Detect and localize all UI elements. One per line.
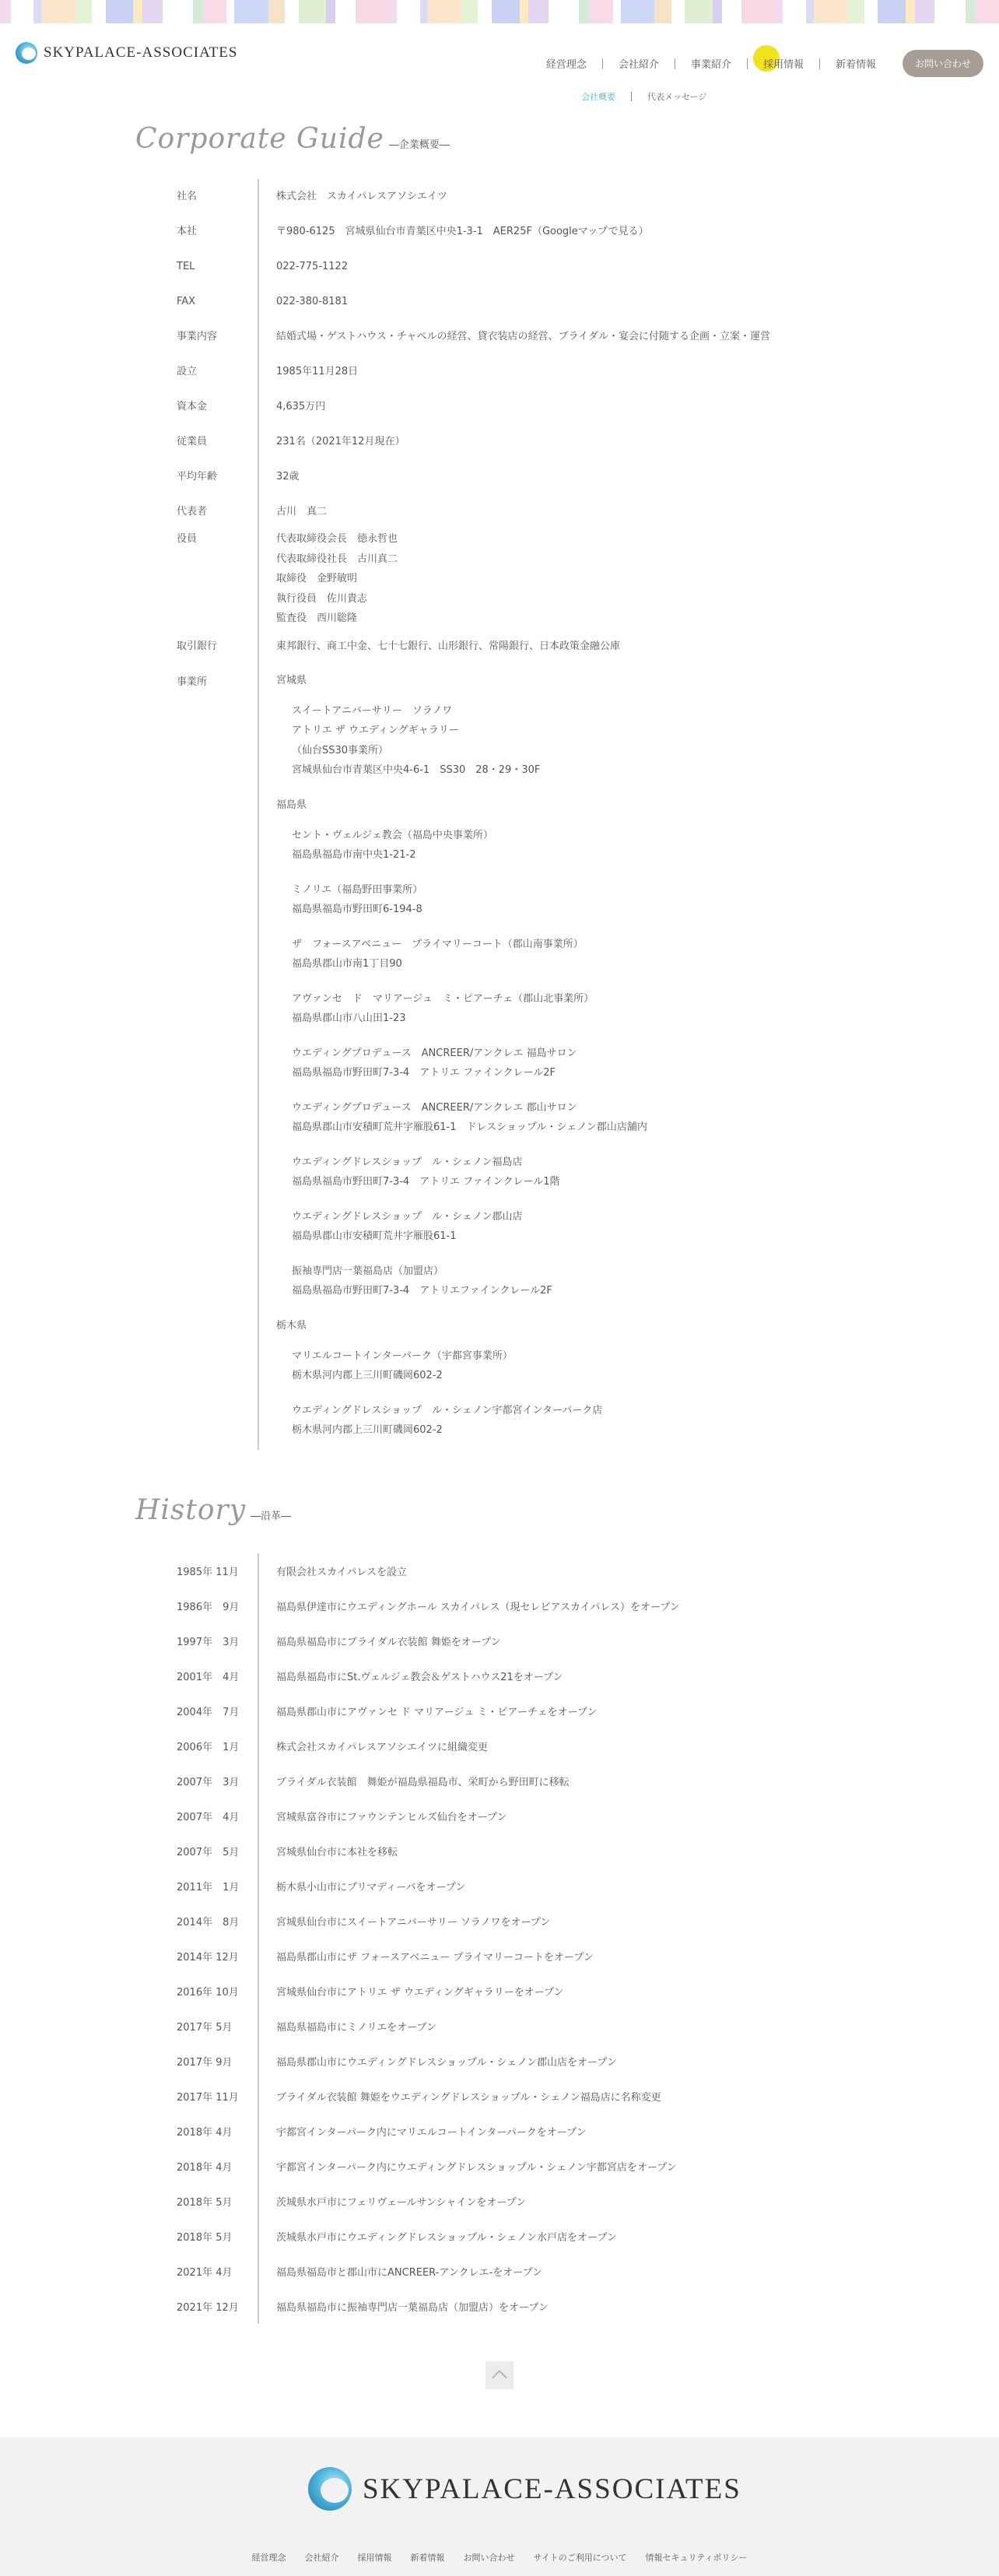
history-script-title: History bbox=[135, 1494, 247, 1526]
officer-line: 代表取締役社長 古川真二 bbox=[276, 553, 398, 565]
history-date: 2014年 8月 bbox=[177, 1917, 240, 1928]
history-event: 栃木県小山市にプリマディーバをオープン bbox=[258, 1869, 842, 1904]
nav-company[interactable]: 会社紹介 bbox=[618, 59, 659, 71]
info-row bbox=[173, 459, 842, 494]
footer-link[interactable]: 採用情報 bbox=[357, 2553, 392, 2563]
office-entry bbox=[292, 935, 842, 974]
stripe-segment bbox=[335, 0, 356, 23]
stripe-segment bbox=[11, 0, 34, 23]
history-date: 2021年 12月 bbox=[177, 2302, 239, 2314]
history-date: 1985年 11月 bbox=[177, 1567, 239, 1578]
history-date: 2018年 5月 bbox=[177, 2232, 233, 2244]
stripe-segment bbox=[878, 0, 905, 23]
info-label: 平均年齢 bbox=[177, 471, 218, 483]
history-event: 茨城県水戸市にフェリヴェールサンシャインをオープン bbox=[258, 2184, 842, 2219]
office-line: 宮城県仙台市青葉区中央4-6-1 SS30 28・29・30F bbox=[292, 764, 541, 776]
info-row bbox=[173, 494, 842, 529]
footer-link[interactable]: お問い合わせ bbox=[463, 2553, 515, 2563]
officer-line: 監査役 西川聡隆 bbox=[276, 612, 358, 624]
history-table bbox=[173, 1553, 842, 2324]
info-row bbox=[173, 284, 842, 319]
info-label: 社名 bbox=[177, 191, 198, 202]
officer-line: 取締役 金野敏明 bbox=[276, 573, 358, 584]
stripe-segment bbox=[0, 0, 11, 23]
history-row bbox=[173, 2009, 842, 2044]
info-row bbox=[173, 179, 842, 214]
stripe-segment bbox=[461, 0, 478, 23]
history-event: 福島県福島市にブライダル衣装館 舞姫をオープン bbox=[258, 1623, 842, 1658]
history-date: 2018年 5月 bbox=[177, 2197, 233, 2209]
stripe-segment bbox=[528, 0, 549, 23]
stripe-segment bbox=[722, 0, 742, 23]
history-date: 2006年 1月 bbox=[177, 1742, 240, 1753]
info-row bbox=[173, 529, 842, 629]
stripe-segment bbox=[934, 0, 965, 23]
info-value-offices bbox=[258, 664, 842, 1450]
stripe-segment bbox=[204, 0, 227, 23]
nav-business[interactable]: 事業紹介 bbox=[690, 59, 731, 71]
footer-link[interactable]: 情報セキュリティポリシー bbox=[645, 2553, 748, 2563]
nav-news[interactable]: 新着情報 bbox=[835, 59, 876, 71]
history-event: 株式会社スカイパレスアソシエイツに組織変更 bbox=[258, 1728, 842, 1764]
info-value-officers bbox=[258, 529, 842, 629]
info-row bbox=[173, 664, 842, 1450]
history-event: 宮城県仙台市にスイートアニバーサリー ソラノワをオープン bbox=[258, 1904, 842, 1939]
stripe-segment bbox=[590, 0, 613, 23]
history-row bbox=[173, 2254, 842, 2289]
history-date: 2014年 12月 bbox=[177, 1952, 239, 1964]
history-row bbox=[173, 2184, 842, 2219]
office-entry bbox=[292, 701, 842, 781]
info-value: 1985年11月28日 bbox=[258, 354, 842, 389]
office-line: マリエルコートインターパーク（宇都宮事業所） bbox=[292, 1349, 513, 1362]
footer-logo-text: SKYPALACE-ASSOCIATES bbox=[363, 2472, 741, 2505]
stripe-segment bbox=[806, 0, 814, 23]
stripe-segment bbox=[847, 0, 864, 23]
officer-line: 執行役員 佐川貴志 bbox=[276, 592, 368, 605]
logo-mark-icon bbox=[308, 2464, 355, 2514]
stripe-segment bbox=[234, 0, 268, 23]
stripe-segment bbox=[671, 0, 685, 23]
decorative-stripe bbox=[0, 0, 999, 23]
history-date: 2018年 4月 bbox=[177, 2162, 233, 2174]
stripe-segment bbox=[713, 0, 722, 23]
history-event: 福島県伊達市にウエディングホール スカイパレス（現セレビアスカイパレス）をオープン bbox=[258, 1588, 842, 1623]
site-footer bbox=[0, 2437, 999, 2576]
office-line: アヴァンセ ド マリアージュ ミ・ピアーチェ（郡山北事業所） bbox=[292, 992, 594, 1005]
office-line: （仙台SS30事業所） bbox=[292, 744, 389, 756]
stripe-segment bbox=[773, 0, 783, 23]
history-event: 有限会社スカイパレスを設立 bbox=[258, 1553, 842, 1588]
history-date: 2007年 3月 bbox=[177, 1777, 240, 1788]
history-row bbox=[173, 2114, 842, 2149]
stripe-segment bbox=[549, 0, 579, 23]
prefecture-label: 宮城県 bbox=[276, 674, 307, 686]
office-entry bbox=[292, 1401, 842, 1441]
corporate-title bbox=[135, 123, 450, 155]
office-line: 福島県郡山市安積町荒井字雁股61-1 ドレスショップル・シェノン郡山店舗内 bbox=[292, 1121, 647, 1133]
info-label: TEL bbox=[177, 261, 195, 272]
stripe-segment bbox=[685, 0, 712, 23]
history-row bbox=[173, 2289, 842, 2324]
info-row bbox=[173, 389, 842, 424]
stripe-segment bbox=[326, 0, 335, 23]
office-line: ザ フォースアベニュー プライマリーコート（郡山南事業所） bbox=[292, 938, 584, 950]
info-label: 代表者 bbox=[177, 506, 208, 518]
history-date: 2011年 1月 bbox=[177, 1882, 240, 1893]
history-date: 1997年 3月 bbox=[177, 1637, 240, 1648]
office-line: 福島県郡山市南1丁目90 bbox=[292, 958, 402, 970]
info-value: 4,635万円 bbox=[258, 389, 842, 424]
history-row bbox=[173, 1869, 842, 1904]
history-event: 福島県福島市に振袖専門店一葉福島店（加盟店）をオープン bbox=[258, 2289, 842, 2324]
info-value: 古川 真二 bbox=[258, 494, 842, 529]
history-date: 2021年 4月 bbox=[177, 2267, 233, 2279]
stripe-segment bbox=[427, 0, 461, 23]
info-label: 役員 bbox=[177, 533, 198, 545]
history-date: 2007年 5月 bbox=[177, 1847, 240, 1858]
corporate-jp-title: ―企業概要― bbox=[388, 139, 450, 151]
footer-link[interactable]: サイトのご利用について bbox=[533, 2553, 627, 2563]
stripe-segment bbox=[299, 0, 326, 23]
history-event: 福島県福島市と郡山市にANCREER-アンクレエ-をオープン bbox=[258, 2254, 842, 2289]
info-value: 結婚式場・ゲストハウス・チャペルの経営、貸衣装店の経営、ブライダル・宴会に付随する企画・立案・運営 bbox=[258, 319, 842, 354]
logo-text: SKYPALACE-ASSOCIATES bbox=[44, 44, 238, 61]
info-label: 本社 bbox=[177, 226, 198, 237]
stripe-segment bbox=[268, 0, 286, 23]
stripe-segment bbox=[864, 0, 878, 23]
history-event: 宮城県仙台市にアトリエ ザ ウエディングギャラリーをオープン bbox=[258, 1974, 842, 2009]
site-header bbox=[0, 23, 999, 89]
history-event: 宇都宮インターパーク内にウエディングドレスショップル・シェノン宇都宮店をオープン bbox=[258, 2149, 842, 2184]
office-line: 福島県郡山市八山田1-23 bbox=[292, 1013, 406, 1024]
stripe-segment bbox=[741, 0, 772, 23]
office-line: アトリエ ザ ウエディングギャラリー bbox=[292, 725, 459, 736]
info-value: 231名（2021年12月現在） bbox=[258, 424, 842, 459]
stripe-segment bbox=[41, 0, 75, 23]
history-event: ブライダル衣装館 舞姫が福島県福島市、栄町から野田町に移転 bbox=[258, 1764, 842, 1799]
office-entry bbox=[292, 1153, 842, 1192]
info-row bbox=[173, 424, 842, 459]
info-value: 32歳 bbox=[258, 459, 842, 494]
logo-mark-icon bbox=[16, 40, 39, 65]
stripe-segment bbox=[92, 0, 106, 23]
stripe-segment bbox=[906, 0, 915, 23]
footer-link[interactable]: 会社紹介 bbox=[304, 2553, 339, 2563]
history-row bbox=[173, 2044, 842, 2079]
office-entry bbox=[292, 1044, 842, 1083]
stripe-segment bbox=[397, 0, 420, 23]
office-entry bbox=[292, 1262, 842, 1301]
office-line: ミノリエ（福島野田事業所） bbox=[292, 883, 423, 896]
subnav-divider bbox=[631, 92, 632, 101]
history-date: 1986年 9月 bbox=[177, 1602, 240, 1613]
stripe-segment bbox=[915, 0, 935, 23]
nav-philosophy[interactable]: 経営理念 bbox=[545, 59, 587, 71]
stripe-segment bbox=[142, 0, 163, 23]
office-line: 福島県福島市野田町7-3-4 アトリエファインクレール2F bbox=[292, 1285, 552, 1297]
stripe-segment bbox=[783, 0, 806, 23]
info-label: 資本金 bbox=[177, 401, 208, 412]
history-date: 2017年 5月 bbox=[177, 2022, 233, 2034]
stripe-segment bbox=[285, 0, 299, 23]
stripe-segment bbox=[520, 0, 529, 23]
office-line: 栃木県河内郡上三川町磯岡602-2 bbox=[292, 1370, 443, 1381]
stripe-segment bbox=[420, 0, 428, 23]
info-label: FAX bbox=[177, 296, 196, 307]
office-entry bbox=[292, 989, 842, 1029]
history-row bbox=[173, 1799, 842, 1834]
office-line: 福島県郡山市安積町荒井字雁股61-1 bbox=[292, 1230, 457, 1242]
stripe-segment bbox=[75, 0, 93, 23]
history-row bbox=[173, 1939, 842, 1974]
office-entry bbox=[292, 1207, 842, 1247]
stripe-segment bbox=[133, 0, 142, 23]
history-event: 福島県福島市にSt.ヴェルジェ教会＆ゲストハウス21をオープン bbox=[258, 1658, 842, 1693]
history-event: 福島県郡山市にザ フォースアベニュー プライマリーコートをオープン bbox=[258, 1939, 842, 1974]
office-line: スイートアニバーサリー ソラノワ bbox=[292, 704, 453, 717]
footer-link[interactable]: 経営理念 bbox=[251, 2553, 286, 2563]
history-row bbox=[173, 1728, 842, 1764]
stripe-segment bbox=[613, 0, 621, 23]
info-value[interactable]: 〒980-6125 宮城県仙台市青葉区中央1-3-1 AER25F（Googleマップで見る） bbox=[258, 214, 842, 249]
history-date: 2017年 11月 bbox=[177, 2092, 239, 2104]
info-row bbox=[173, 319, 842, 354]
office-entry bbox=[292, 1346, 842, 1386]
stripe-segment bbox=[492, 0, 519, 23]
info-label: 従業員 bbox=[177, 436, 208, 447]
footer-logo[interactable] bbox=[308, 2464, 741, 2514]
footer-link[interactable]: 新着情報 bbox=[410, 2553, 445, 2563]
history-row bbox=[173, 1904, 842, 1939]
history-date: 2017年 9月 bbox=[177, 2057, 233, 2069]
stripe-segment bbox=[106, 0, 133, 23]
prefecture-label: 栃木県 bbox=[276, 1319, 307, 1332]
stripe-segment bbox=[966, 0, 976, 23]
history-row bbox=[173, 1553, 842, 1588]
stripe-segment bbox=[33, 0, 41, 23]
info-label: 設立 bbox=[177, 366, 198, 377]
info-label: 事業内容 bbox=[177, 331, 218, 342]
office-line: 振袖専門店一葉福島店（加盟店） bbox=[292, 1265, 444, 1277]
history-title bbox=[135, 1494, 291, 1526]
office-line: 栃木県河内郡上三川町磯岡602-2 bbox=[292, 1424, 443, 1436]
global-nav bbox=[531, 50, 983, 77]
back-to-top-button[interactable] bbox=[485, 2361, 514, 2389]
history-date: 2018年 4月 bbox=[177, 2127, 233, 2139]
info-row bbox=[173, 629, 842, 664]
history-row bbox=[173, 2149, 842, 2184]
nav-recruit[interactable]: 採用情報 bbox=[762, 59, 804, 71]
office-line: セント・ヴェルジェ教会（福島中央事業所） bbox=[292, 829, 493, 841]
history-row bbox=[173, 1658, 842, 1693]
stripe-segment bbox=[386, 0, 397, 23]
history-event: 宮城県富谷市にファウンテンヒルズ仙台をオープン bbox=[258, 1799, 842, 1834]
stripe-segment bbox=[654, 0, 671, 23]
office-line: ウエディングドレスショップ ル・シェノン福島店 bbox=[292, 1156, 523, 1168]
nav-recruit-wrap[interactable] bbox=[748, 56, 819, 71]
prefecture-label: 福島県 bbox=[276, 798, 307, 811]
contact-button[interactable]: お問い合わせ bbox=[903, 50, 983, 77]
info-row bbox=[173, 214, 842, 249]
office-line: 福島県福島市野田町7-3-4 アトリエ ファインクレール2F bbox=[292, 1067, 556, 1079]
history-event: 福島県福島市にミノリエをオープン bbox=[258, 2009, 842, 2044]
office-line: ウエディングドレスショップ ル・シェノン宇都宮インターパーク店 bbox=[292, 1404, 603, 1416]
stripe-segment bbox=[621, 0, 654, 23]
history-event: ブライダル衣装館 舞姫をウエディングドレスショップル・シェノン福島店に名称変更 bbox=[258, 2079, 842, 2114]
office-line: ウエディングドレスショップ ル・シェノン郡山店 bbox=[292, 1210, 523, 1223]
history-event: 福島県郡山市にアヴァンセ ド マリアージュ ミ・ピアーチェをオープン bbox=[258, 1693, 842, 1728]
office-line: ウエディングプロデュース ANCREER/アンクレエ 郡山サロン bbox=[292, 1101, 577, 1114]
history-event: 福島県郡山市にウエディングドレスショップル・シェノン郡山店をオープン bbox=[258, 2044, 842, 2079]
stripe-segment bbox=[579, 0, 590, 23]
history-row bbox=[173, 1834, 842, 1869]
subnav-overview[interactable]: 会社概要 bbox=[581, 92, 615, 102]
stripe-segment bbox=[976, 0, 999, 23]
history-row bbox=[173, 2219, 842, 2254]
history-event: 宮城県仙台市に本社を移転 bbox=[258, 1834, 842, 1869]
history-event: 茨城県水戸市にウエディングドレスショップル・シェノン水戸店をオープン bbox=[258, 2219, 842, 2254]
history-date: 2007年 4月 bbox=[177, 1812, 240, 1823]
office-line: ウエディングプロデュース ANCREER/アンクレエ 福島サロン bbox=[292, 1047, 577, 1059]
info-value: 022-380-8181 bbox=[258, 284, 842, 319]
corporate-script-title: Corporate Guide bbox=[135, 123, 384, 155]
stripe-segment bbox=[356, 0, 386, 23]
chevron-up-icon bbox=[492, 2370, 507, 2385]
corporate-table bbox=[173, 179, 842, 1450]
stripe-segment bbox=[478, 0, 492, 23]
info-label: 取引銀行 bbox=[177, 640, 218, 652]
info-value: 株式会社 スカイパレスアソシエイツ bbox=[258, 179, 842, 214]
office-entry bbox=[292, 880, 842, 920]
office-line: 福島県福島市野田町6-194-8 bbox=[292, 904, 422, 915]
stripe-segment bbox=[193, 0, 204, 23]
history-date: 2004年 7月 bbox=[177, 1707, 240, 1718]
stripe-segment bbox=[163, 0, 193, 23]
history-jp-title: ―沿革― bbox=[251, 1511, 292, 1522]
history-row bbox=[173, 1764, 842, 1799]
officer-line: 代表取締役会長 徳永哲也 bbox=[276, 533, 398, 545]
info-row bbox=[173, 354, 842, 389]
history-row bbox=[173, 1623, 842, 1658]
history-date: 2001年 4月 bbox=[177, 1672, 240, 1683]
stripe-segment bbox=[226, 0, 234, 23]
info-value: 東邦銀行、商工中金、七十七銀行、山形銀行、常陽銀行、日本政策金融公庫 bbox=[258, 629, 842, 664]
history-row bbox=[173, 1693, 842, 1728]
office-line: 福島県福島市南中央1-21-2 bbox=[292, 849, 416, 861]
site-logo[interactable] bbox=[16, 40, 237, 65]
office-line: 福島県福島市野田町7-3-4 アトリエ ファインクレール1階 bbox=[292, 1176, 560, 1188]
history-row bbox=[173, 1588, 842, 1623]
info-value: 022-775-1122 bbox=[258, 249, 842, 284]
history-row bbox=[173, 2079, 842, 2114]
info-row bbox=[173, 249, 842, 284]
info-label: 事業所 bbox=[177, 676, 208, 688]
history-row bbox=[173, 1974, 842, 2009]
office-entry bbox=[292, 1098, 842, 1138]
footer-links bbox=[0, 2551, 999, 2564]
office-entry bbox=[292, 826, 842, 865]
history-date: 2016年 10月 bbox=[177, 1987, 239, 1999]
subnav-message[interactable]: 代表メッセージ bbox=[647, 92, 707, 102]
stripe-segment bbox=[814, 0, 847, 23]
history-event: 宇都宮インターパーク内にマリエルコートインターパークをオープン bbox=[258, 2114, 842, 2149]
